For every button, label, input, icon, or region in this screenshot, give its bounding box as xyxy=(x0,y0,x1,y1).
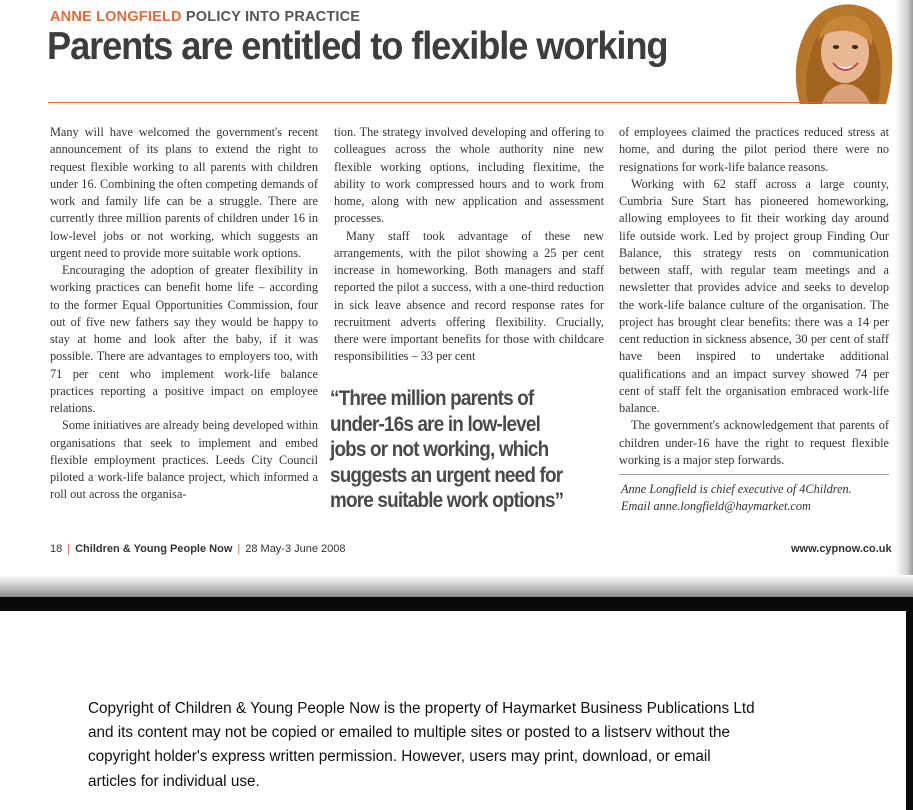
copyright-notice xyxy=(88,697,868,794)
paragraph: tion. The strategy involved developing and offering to colleagues across the whole authority nine new flexible working options, including flexitime, the ability to work compressed hours and to work from home, along with new application and assessment processes. xyxy=(334,125,604,226)
kicker-section: POLICY INTO PRACTICE xyxy=(185,9,361,25)
paragraph: Some initiatives are already being developed within organisations that seek to implement and embed flexible employment practices. Leeds City Council piloted a work-life balance project, which informed a roll out across the organisa- xyxy=(50,418,318,502)
pull-quote-line: suggests an urgent need for xyxy=(330,463,563,487)
scan-shadow-bottom xyxy=(0,575,913,597)
page-footer: 18 | Children & Young People Now | 28 May-3 June 2008 xyxy=(50,543,346,555)
article-column-2 xyxy=(334,124,604,366)
author-bio xyxy=(621,481,891,515)
copyright-line: Copyright of Children & Young People Now is the property of Haymarket Business Publications Ltd xyxy=(88,700,755,717)
article-headline: Parents are entitled to flexible working xyxy=(47,25,668,68)
article-kicker xyxy=(50,9,360,25)
author-portrait-photo xyxy=(782,0,900,104)
paragraph: Many will have welcomed the government's recent announcement of its plans to extend the right to request flexible working to all parents with children under 16. Combining the often competing demands of work and family life can be a struggle. There are currently three million parents of children under 16 in low-level jobs or not working, which suggests an urgent need to provide more suitable work options. xyxy=(50,125,318,260)
kicker-author: ANNE LONGFIELD xyxy=(50,9,182,25)
paragraph: Working with 62 staff across a large county, Cumbria Sure Start has pioneered homeworking, allowing employees to fit their working day around life outside work. Led by project group Finding Our Balance, this strategy rests on communication between staff, with regular team meetings and a newsletter that provides advice and seeks to develop the work-life balance culture of the organisation. The project has brought clear benefits: there was a 14 per cent reduction in sickness absence, 30 per cent of staff have been inspired to undertake additional qualifications and an impact survey showed 74 per cent of staff felt the organisation embraced work-life balance. xyxy=(619,176,889,415)
bio-line: Email anne.longfield@haymarket.com xyxy=(621,499,811,513)
article-column-1 xyxy=(50,124,318,504)
publication-name: Children & Young People Now xyxy=(75,543,233,555)
pull-quote xyxy=(330,386,578,514)
notice-border-right xyxy=(906,611,913,810)
page-number: 18 xyxy=(50,543,63,555)
copyright-line: copyright holder's express written permission. However, users may print, download, or email xyxy=(88,748,711,766)
pull-quote-line: jobs or not working, which xyxy=(330,438,549,461)
pull-quote-line: more suitable work options” xyxy=(330,489,564,512)
paragraph: The government's acknowledgement that parents of children under-16 have the right to request flexible working is a major step forwards. xyxy=(619,418,889,467)
paragraph: Many staff took advantage of these new arrangements, with the pilot showing a 25 per cent increase in homeworking. Both managers and staff reported the pilot a success, with a one-third reduction in sick leave absence and record response rates for recruitment adverts offering flexibility. Crucially, there were important benefits for those with childcare responsibilities – 33 per cent xyxy=(334,228,604,364)
copyright-line: and its content may not be copied or emailed to multiple sites or posted to a listserv without the xyxy=(88,724,730,742)
copyright-line: articles for individual use. xyxy=(88,772,260,790)
paragraph: Encouraging the adoption of greater flexibility in working practices can benefit home life – according to the former Equal Opportunities Commission, four out of five new fathers say they would be happy to stay at home and look after the baby, if it was possible. There are advantages to employers too, with 71 per cent who implement work-life balance practices reporting a positive impact on employee relations. xyxy=(50,263,318,415)
pull-quote-line: under-16s are in low-level xyxy=(330,412,541,436)
issue-date: 28 May-3 June 2008 xyxy=(245,543,346,555)
bio-line: Anne Longfield is chief executive of 4Children. xyxy=(621,482,852,496)
scan-shadow-right xyxy=(895,0,913,597)
article-column-3 xyxy=(619,124,889,469)
pull-quote-line: “Three million parents of xyxy=(330,387,534,410)
publication-url: www.cypnow.co.uk xyxy=(791,543,892,555)
scan-divider-band xyxy=(0,597,913,611)
paragraph: of employees claimed the practices reduced stress at home, and during the pilot period there were no resignations for work-life balance reasons. xyxy=(619,125,889,174)
headline-rule xyxy=(48,102,886,103)
bio-divider xyxy=(619,474,889,475)
